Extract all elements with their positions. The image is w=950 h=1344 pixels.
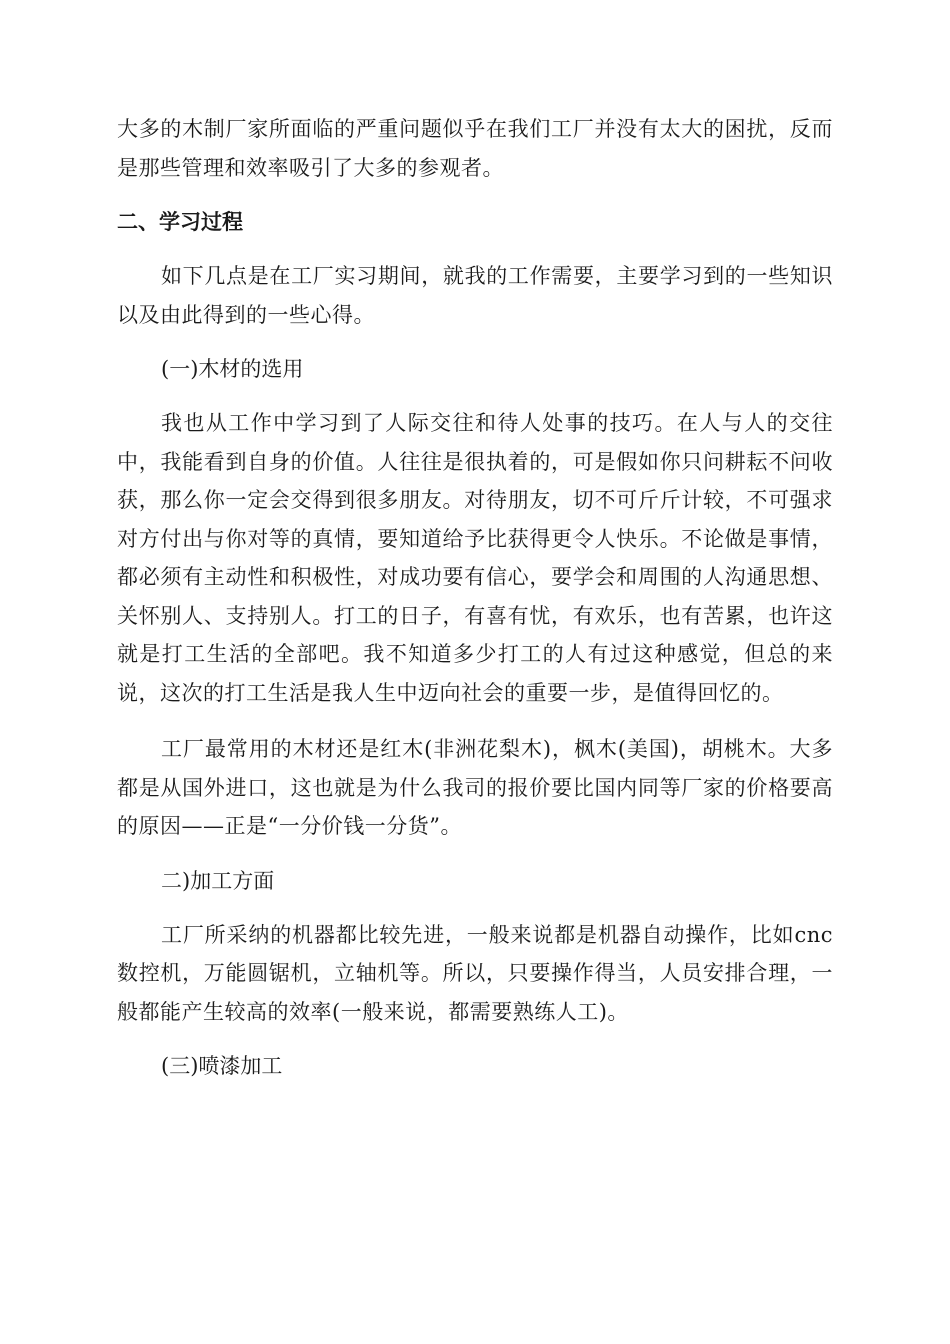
section-heading: 二、学习过程 (117, 210, 243, 234)
intro-paragraph: 大多的木制厂家所面临的严重问题似乎在我们工厂并没有太大的困扰，反而是那些管理和效率吸引了大多的参观者。 (117, 117, 833, 180)
subsection-title-painting: (三)喷漆加工 (161, 1054, 283, 1078)
subsection-title-processing: 二)加工方面 (161, 868, 275, 893)
wood-types-paragraph: 工厂最常用的木材还是红木(非洲花梨木)，枫木(美国)，胡桃木。大多都是从国外进口，这也就是为什么我司的报价要比国内同等厂家的价格要高的原因——正是“一分价钱一分货”。 (117, 737, 833, 838)
machines-paragraph: 工厂所采纳的机器都比较先进，一般来说都是机器自动操作，比如cnc 数控机，万能圆锯机，立轴机等。所以，只要操作得当，人员安排合理，一般都能产生较高的效率(一般来说，都需要熟练人工)。 (117, 922, 833, 1024)
experience-paragraph: 我也从工作中学习到了人际交往和待人处事的技巧。在人与人的交往中，我能看到自身的价值。人往往是很执着的，可是假如你只问耕耘不问收获，那么你一定会交得到很多朋友。对待朋友，切不可斤斤计较，不可强求对方付出与你对等的真情，要知道给予比获得更令人快乐。不论做是事情，都必须有主动性和积极性，对成功要有信心，要学会和周围的人沟通思想、关怀别人、支持别人。打工的日子，有喜有忧，有欢乐，也有苦累，也许这就是打工生活的全部吧。我不知道多少打工的人有过这种感觉，但总的来说，这次的打工生活是我人生中迈向社会的重要一步，是值得回忆的。 (117, 411, 833, 705)
document-page (117, 110, 833, 1085)
subsection-title-wood-selection: (一)木材的选用 (161, 357, 304, 381)
section-intro-paragraph: 如下几点是在工厂实习期间，就我的工作需要，主要学习到的一些知识以及由此得到的一些心得。 (117, 264, 833, 327)
